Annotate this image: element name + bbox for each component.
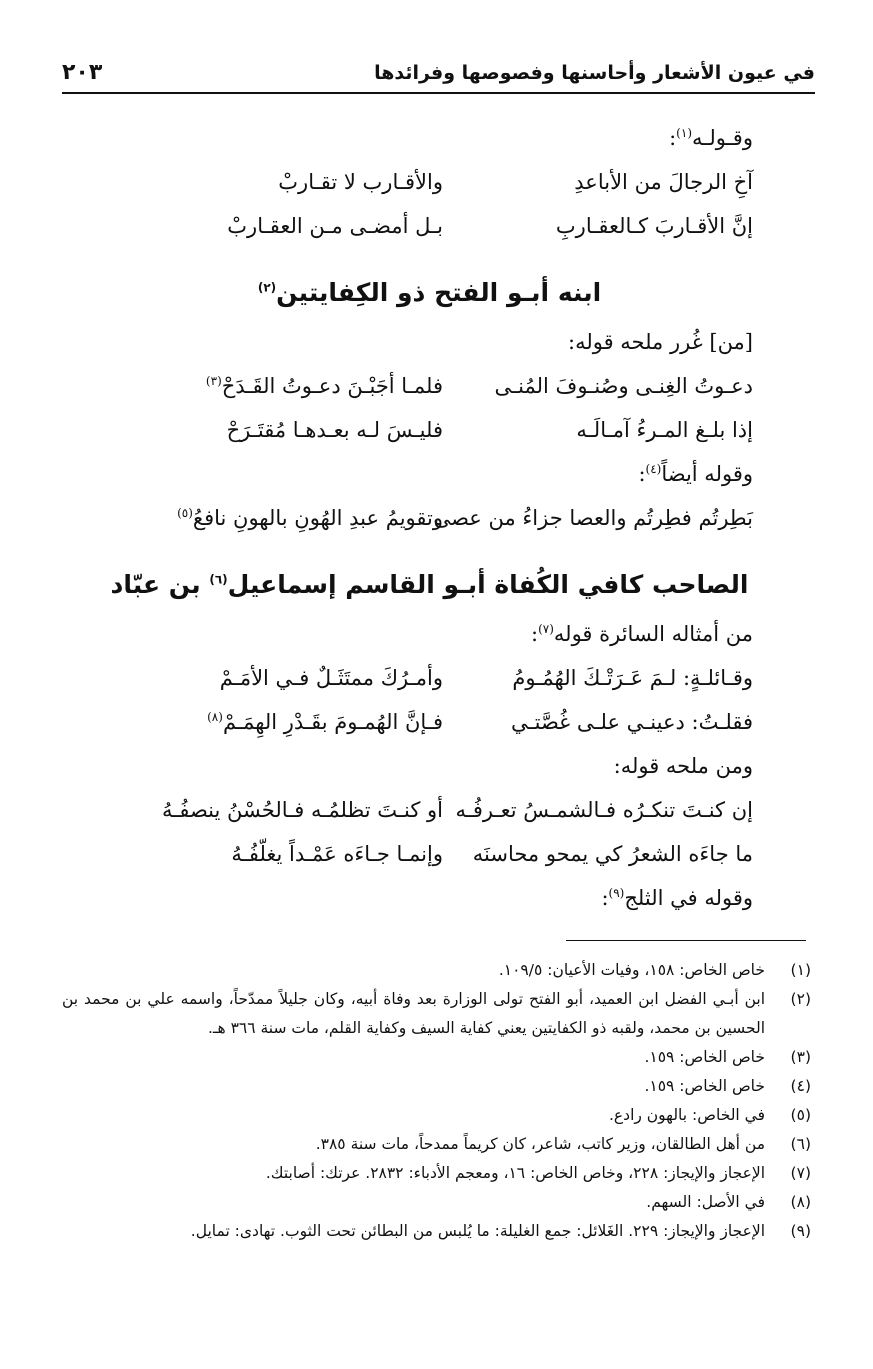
verse-second-hemistich <box>123 656 443 700</box>
footnote-number: (٦) <box>790 1135 811 1153</box>
section-heading <box>66 266 793 320</box>
page-number: ٢٠٣ <box>62 60 103 85</box>
footnote <box>62 956 811 985</box>
running-header <box>62 52 815 94</box>
footnote-separator <box>566 940 806 941</box>
hemistich-text: فليـسَ لـه بعـدهـا مُقتَـرَحْ <box>226 418 443 442</box>
footnote-number: (٨) <box>790 1193 811 1211</box>
hemistich-text: وأمـرُكَ ممتَثَـلٌ فـي الأمَـمْ <box>219 666 443 690</box>
prose-line <box>66 116 753 160</box>
hemistich-text: فـإنَّ الهُمـومَ بقَـدْرِ الهِمَـمْ <box>222 710 443 734</box>
footnote-number: (٤) <box>790 1077 811 1095</box>
footnote <box>62 1043 811 1072</box>
verse-first-hemistich: إنَّ الأقـاربَ كـالعقـاربِ <box>555 214 753 238</box>
footnote-marker: (١) <box>676 126 692 140</box>
prose-text: وقوله أيضاً <box>661 462 753 486</box>
footnote-marker: (٦) <box>209 572 228 587</box>
footnote <box>62 1101 811 1130</box>
prose-line <box>66 744 753 788</box>
footnote-text: خاص الخاص: ١٥٩. <box>644 1048 765 1066</box>
verse-first-hemistich: دعـوتُ الغِنـى وصُنـوفَ المُنـى <box>494 374 753 398</box>
footnote-text: الإعجاز والإيجاز: ٢٢٨، وخاص الخاص: ١٦، ومعجم الأدباء: ٢٨٣٢. عرتك: أصابتك. <box>265 1164 765 1182</box>
hemistich-text: أو كنـتَ تظلمُـه فـالحُسْنُ ينصفُـهُ <box>161 798 443 822</box>
verse-second-hemistich <box>123 204 443 248</box>
footnote-number: (٧) <box>790 1164 811 1182</box>
prose-text: من أمثاله السائرة قوله <box>553 622 753 646</box>
footnote-marker: (٧) <box>538 622 554 636</box>
prose-punct: : <box>531 622 539 646</box>
heading-text: ابنه أبـو الفتح ذو الكِفايتين <box>276 278 602 307</box>
verse-second-hemistich <box>123 408 443 452</box>
footnote-text: من أهل الطالقان، وزير كاتب، شاعر، كان كريماً ممدحاً، مات سنة ٣٨٥. <box>315 1135 765 1153</box>
hemistich-text: بـل أمضـى مـن العقـاربْ <box>227 214 443 238</box>
footnote-number: (٩) <box>790 1222 811 1240</box>
footnote-marker: (٢) <box>257 280 277 295</box>
verse-first-hemistich: إذا بلـغ المـرءُ آمـالَـه <box>576 418 753 442</box>
footnote-text: الإعجاز والإيجاز: ٢٢٩. الغَلائل: جمع الغليلة: ما يُلبس من البطائن تحت الثوب. تهادى: تمايل. <box>190 1222 765 1240</box>
footnote-marker: (٥) <box>177 506 193 520</box>
footnote-text: ابن أبـي الفضل ابن العميد، أبو الفتح تولى الوزارة بعد وفاة أبيه، وكان جليلاً ممدّحاً، واسمه علي بن محمد بن الحسين بن محمد، ولقبه ذو الكفايتين يعني كفاية السيف وكفاية القلم، مات سنة ٣٦٦ هـ. <box>62 990 765 1037</box>
hemistich-text: وتقويمُ عبدِ الهُونِ بالهونِ نافعُ <box>192 506 443 530</box>
prose-text: وقوله في الثلج <box>624 886 753 910</box>
prose-punct: : <box>638 462 646 486</box>
verse-line <box>66 496 753 540</box>
verse-first-hemistich: بَطِرتُم فطِرتُم والعصا جزاءُ من عصى <box>433 506 753 530</box>
prose-line <box>66 320 753 364</box>
footnote-marker: (٤) <box>645 462 662 476</box>
verse-line <box>66 364 753 408</box>
spacer <box>66 540 753 558</box>
prose-text: وقـولـه <box>692 126 753 150</box>
hemistich-text: فلمـا أجَبْـنَ دعـوتُ القَـدَحْ <box>221 374 443 398</box>
section-heading <box>66 558 793 612</box>
footnote <box>62 1217 811 1246</box>
running-title: في عيون الأشعار وأحاسنها وفصوصها وفرائدها <box>374 62 815 84</box>
verse-second-hemistich <box>123 700 443 744</box>
footnote-text: في الخاص: بالهون رادع. <box>609 1106 765 1124</box>
footnote-text: خاص الخاص: ١٥٩. <box>644 1077 765 1095</box>
footnote <box>62 1130 811 1159</box>
prose-punct: : <box>601 886 609 910</box>
footnote-marker: (٣) <box>205 374 222 388</box>
prose-line <box>66 876 753 920</box>
prose-text: [من] غُرر ملحه قوله: <box>568 330 753 354</box>
verse-line <box>66 832 753 876</box>
verse-first-hemistich: وقـائلـةٍ: لـمَ عَـرَتْـكَ الهُمُـومُ <box>512 666 753 690</box>
verse-second-hemistich <box>123 788 443 832</box>
spacer <box>66 248 753 266</box>
verse-line <box>66 788 753 832</box>
prose-line <box>66 452 753 496</box>
footnotes <box>62 956 811 1246</box>
verse-first-hemistich: ما جاءَه الشعرُ كي يمحو محاسنَه <box>472 842 753 866</box>
verse-line <box>66 408 753 452</box>
footnote <box>62 1072 811 1101</box>
verse-line <box>66 160 753 204</box>
verse-second-hemistich <box>123 364 443 408</box>
footnote-number: (٢) <box>790 990 811 1008</box>
verse-second-hemistich <box>123 832 443 876</box>
verse-first-hemistich: إن كنـتَ تنكـرُه فـالشمـسُ تعـرفُـه <box>455 798 753 822</box>
verse-second-hemistich <box>123 160 443 204</box>
verse-line <box>66 204 753 248</box>
footnote <box>62 1159 811 1188</box>
footnote-marker: (٨) <box>207 710 223 724</box>
footnote-marker: (٩) <box>608 886 625 900</box>
footnote-number: (١) <box>790 961 811 979</box>
prose-punct: : <box>669 126 677 150</box>
footnote-number: (٥) <box>790 1106 811 1124</box>
footnote-number: (٣) <box>790 1048 811 1066</box>
footnote <box>62 985 811 1043</box>
footnote-text: في الأصل: السهم. <box>646 1193 765 1211</box>
hemistich-text: وإنمـا جـاءَه عَمْـداً يغلّفُـهُ <box>231 842 443 866</box>
heading-text-tail: بن عبّاد <box>110 570 210 599</box>
main-text <box>66 116 753 920</box>
heading-text: الصاحب كافي الكُفاة أبـو القاسم إسماعيل <box>227 570 749 599</box>
footnote <box>62 1188 811 1217</box>
footnote-text: خاص الخاص: ١٥٨، وفيات الأعيان: ١٠٩/٥. <box>498 961 765 979</box>
verse-second-hemistich <box>123 496 443 540</box>
prose-text: ومن ملحه قوله: <box>613 754 753 778</box>
prose-line <box>66 612 753 656</box>
verse-first-hemistich: آخِ الرجالَ من الأباعدِ <box>574 170 753 194</box>
verse-line <box>66 656 753 700</box>
verse-first-hemistich: فقلـتُ: دعينـي علـى غُصَّتـي <box>510 710 753 734</box>
hemistich-text: والأقـارب لا تقـاربْ <box>278 170 443 194</box>
verse-line <box>66 700 753 744</box>
